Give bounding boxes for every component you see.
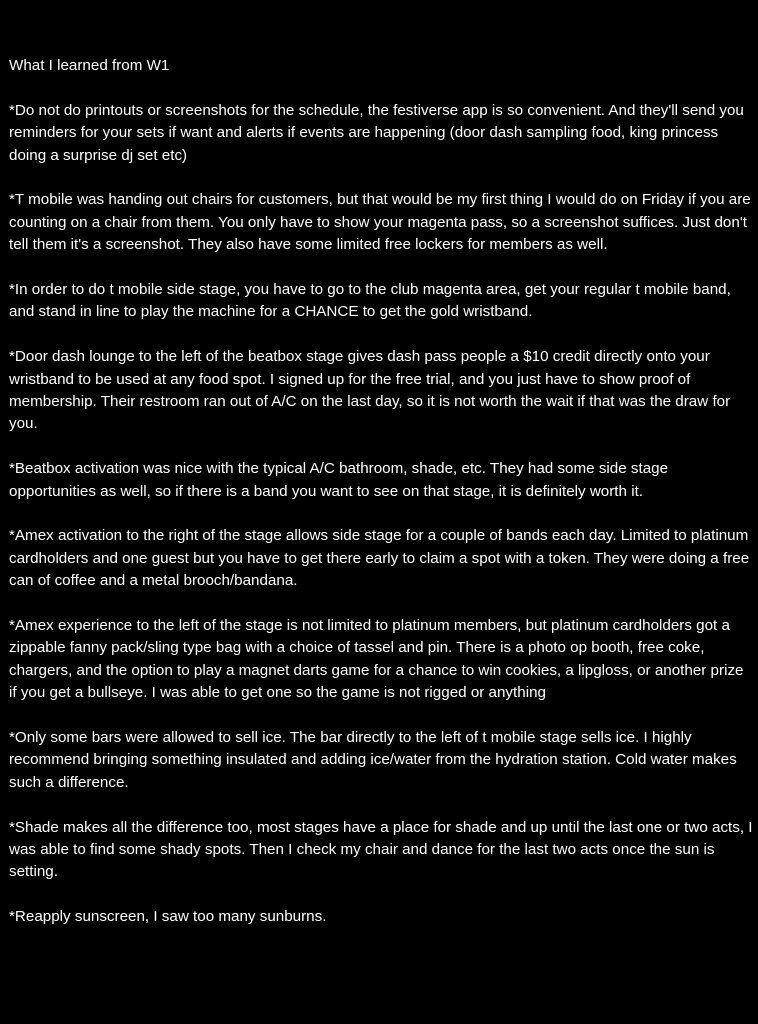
tip-paragraph-shade: *Shade makes all the difference too, most stages have a place for shade and up until the last one or two acts, I was able to find some shady spots. Then I check my chair and dance for the last two acts once the sun is setting. xyxy=(9,818,753,881)
tip-paragraph-amex-experience: *Amex experience to the left of the stage is not limited to platinum members, but platinum cardholders got a zippable fanny pack/sling type bag with a choice of tassel and pin. There is a photo op booth, free coke, chargers, and the option to play a magnet darts game for a chance to win cookies, a lipgloss, or another prize if you get a bullseye. I was able to get one so the game is not rigged or anything xyxy=(9,617,744,702)
tip-paragraph-doordash-lounge: *Door dash lounge to the left of the beatbox stage gives dash pass people a $10 credit directly onto your wristband to be used at any food spot. I signed up for the free trial, and you just have to show proof of membership. Their restroom ran out of A/C on the last day, so it is not worth the wait if that was the draw for you. xyxy=(9,348,731,433)
note-title: What I learned from W1 xyxy=(9,57,170,74)
tip-paragraph-beatbox-activation: *Beatbox activation was nice with the typical A/C bathroom, shade, etc. They had some side stage opportunities as well, so if there is a band you want to see on that stage, it is definitely worth it. xyxy=(9,460,669,500)
tip-paragraph-amex-activation: *Amex activation to the right of the stage allows side stage for a couple of bands each day. Limited to platinum cardholders and one guest but you have to get there early to claim a spot with a token. They were doing a free can of coffee and a metal brooch/bandana. xyxy=(9,527,750,590)
tip-paragraph-tmobile-chairs: *T mobile was handing out chairs for customers, but that would be my first thing I would do on Friday if you are counting on a chair from them. You only have to show your magenta pass, so a screenshot suffices. Just don't tell them it's a screenshot. They also have some limited free lockers for members as well. xyxy=(9,191,751,254)
note-body xyxy=(9,55,753,951)
tip-paragraph-schedule-app: *Do not do printouts or screenshots for the schedule, the festiverse app is so convenient. And they'll send you reminders for your sets if want and alerts if events are happening (door dash sampling food, king princess doing a surprise dj set etc) xyxy=(9,101,744,164)
tip-paragraph-tmobile-side-stage: *In order to do t mobile side stage, you have to go to the club magenta area, get your regular t mobile band, and stand in line to play the machine for a CHANCE to get the gold wristband. xyxy=(9,281,731,321)
tip-paragraph-sunscreen: *Reapply sunscreen, I saw too many sunburns. xyxy=(9,908,327,926)
tip-paragraph-ice-bars: *Only some bars were allowed to sell ice. The bar directly to the left of t mobile stage sells ice. I highly recommend bringing something insulated and adding ice/water from the hydration station. Cold water makes such a difference. xyxy=(9,729,737,791)
